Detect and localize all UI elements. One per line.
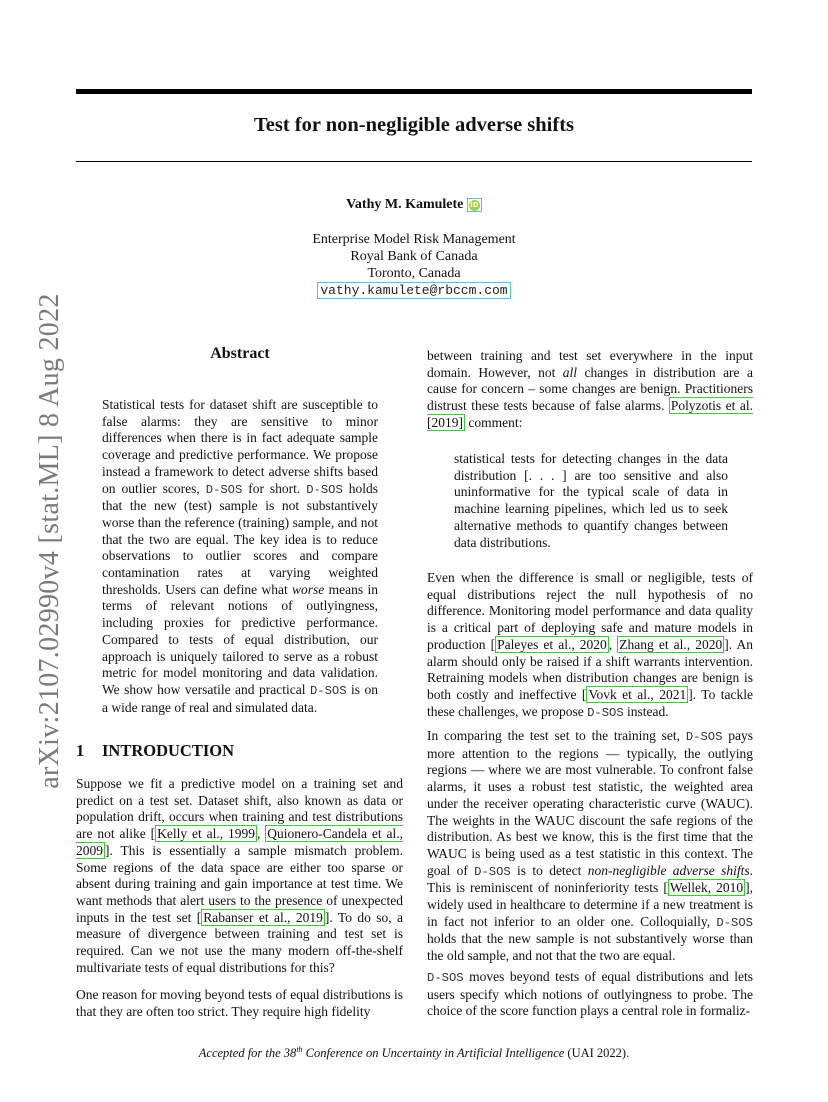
paragraph-text: . This is reminiscent of noninferiority tests [: [427, 862, 753, 896]
paragraph-text: ,: [608, 636, 618, 652]
footer-superscript: th: [296, 1045, 303, 1054]
section-title: INTRODUCTION: [102, 741, 235, 760]
author-name: Vathy M. Kamulete: [346, 197, 464, 212]
paragraph-text: holds that the new sample is not substantively worse than the old sample, and not that the two are equal.: [427, 931, 753, 964]
citation-link[interactable]: Quionero-Candela et al., 2009: [76, 826, 404, 858]
footer-text: Accepted for the 38: [198, 1046, 297, 1061]
right-paragraph-4: [427, 969, 753, 1020]
dsos-name: D-SOS: [685, 730, 723, 744]
citation-link[interactable]: Rabanser et al., 2019: [203, 909, 323, 925]
affiliation-organization: Royal Bank of Canada: [350, 249, 478, 264]
paragraph-text: is to detect: [510, 862, 588, 878]
footer-text: (UAI 2022).: [564, 1046, 630, 1061]
dsos-name: D-SOS: [205, 482, 243, 497]
paragraph-text: comment:: [465, 414, 523, 430]
right-paragraph-2: [427, 570, 753, 721]
citation-link[interactable]: Paleyes et al., 2020: [497, 636, 607, 652]
dsos-name: D-SOS: [474, 864, 511, 879]
citation-link[interactable]: Wellek, 2010: [669, 880, 744, 896]
paragraph-text: changes in distribution are a cause for concern – some changes are benign. Practitioners distrust these tests because of false alarms.: [427, 364, 753, 414]
abstract-text: [102, 397, 378, 716]
footer-text: Conference on Uncertainty in Artificial Intelligence: [302, 1046, 565, 1061]
abstract-text-part: means in terms of relevant notions of outlyingness, including proxies for predictive performance. Compared to tests of equal distribution, our approach is uniquely tailored to serve as a robust metric for model monitoring and data validation. We show how versatile and practical: [102, 581, 378, 697]
arxiv-identifier-text: arXiv:2107.02990v4 [stat.ML] 8 Aug 2022: [34, 293, 65, 789]
abstract-text-part: is on a wide range of real and simulated data.: [102, 681, 378, 715]
dsos-name: D-SOS: [309, 683, 347, 698]
paragraph-text: ], widely used in healthcare to determine if a new treatment is in fact not inferior to an older one. Colloquially,: [427, 880, 753, 929]
paragraph-text: pays more attention to the regions — typically, the outlying regions — where we are most vulnerable. To confront false alarms, it uses a robust test statistic, the weighted area under the receiver operating characteristic curve (WAUC). The weights in the WAUC discount the safe regions of the distribution. As best we know, this is the first time that the WAUC is being used as a test statistic in this context. The goal of: [427, 728, 753, 878]
citation-link[interactable]: Vovk et al., 2021: [588, 686, 687, 702]
conference-footer: [76, 1045, 752, 1061]
dsos-name: D-SOS: [427, 971, 464, 985]
affiliation-block: [76, 231, 752, 299]
citation-link[interactable]: Polyzotis et al. [2019]: [427, 398, 753, 430]
paragraph-text: ]. This is essentially a sample mismatch problem. Some regions of the data space are either too sparse or absent during training and gain importance at test time. We want methods that alert users to the presence of unexpected inputs in the test set [: [76, 842, 403, 925]
orcid-icon: iD: [470, 201, 479, 209]
intro-paragraph-2: One reason for moving beyond tests of equal distributions is that they are often too strict. They require high fidelity: [76, 987, 403, 1019]
emphasis-worse: worse: [292, 581, 325, 597]
title-top-rule: [76, 89, 752, 94]
citation-link[interactable]: Zhang et al., 2020: [619, 636, 723, 652]
right-paragraph-3: [427, 728, 753, 965]
author-line: [76, 197, 752, 213]
paragraph-text: Suppose we fit a predictive model on a training set and predict on a test set. Dataset shift, also known as data or population drift, occurs when training and test distributions are not alike [: [76, 776, 403, 842]
right-paragraph-1: [427, 348, 753, 432]
author-email-link[interactable]: vathy.kamulete@rbccm.com: [317, 282, 510, 299]
affiliation-department: Enterprise Model Risk Management: [312, 232, 516, 247]
dsos-name: D-SOS: [716, 915, 753, 930]
paragraph-text: ]. To do so, a measure of divergence between training and test set is required. Can we not use the many modern off-the-shelf multivariate tests of equal distributions for this?: [76, 909, 403, 975]
dsos-name: D-SOS: [306, 482, 343, 497]
intro-paragraph-1: [76, 776, 403, 976]
abstract-text-part: Statistical tests for dataset shift are susceptible to false alarms: they are sensitive to minor differences when there is in fact adequate sample coverage and predictive performance. We propose instead a framework to detect adverse shifts based on outlier scores,: [102, 397, 378, 496]
paragraph-text: Even when the difference is small or negligible, tests of equal distributions reject the null hypothesis of no difference. Monitoring model performance and data quality is a critical part of deploying safe and mature models in production [: [427, 570, 753, 652]
paragraph-text: instead.: [623, 703, 669, 719]
dsos-name: D-SOS: [587, 705, 624, 720]
citation-link[interactable]: Kelly et al., 1999: [157, 826, 256, 842]
paragraph-text: ]. To tackle these challenges, we propose: [427, 686, 754, 719]
abstract-text-part: for short.: [242, 480, 307, 496]
section-number: 1: [76, 741, 85, 760]
paragraph-text: ,: [257, 826, 266, 842]
block-quote: statistical tests for detecting changes in the data distribution [. . . ] are too sensitive and also uninformative for the typical scale of data in machine learning pipelines, which led us to seek alternative methods to quantify changes between data distributions.: [454, 451, 728, 550]
orcid-link[interactable]: [467, 198, 482, 212]
emphasis-all: all: [562, 364, 578, 380]
affiliation-location: Toronto, Canada: [367, 266, 461, 281]
paragraph-text: between training and test set everywhere in the input domain. However, not: [427, 348, 753, 380]
emphasis-non-negligible-adverse-shifts: non-negligible adverse shifts: [587, 862, 750, 878]
paragraph-text: ]. An alarm should only be raised if a shift warrants intervention. Retraining models when distribution changes are benign is both costly and ineffective [: [427, 636, 753, 702]
paper-title: Test for non-negligible adverse shifts: [253, 114, 575, 136]
title-bottom-rule: [76, 161, 752, 162]
paragraph-text: moves beyond tests of equal distributions and lets users specify which notions of outlyingness to probe. The choice of the score function plays a central role in formaliz-: [427, 969, 753, 1019]
paragraph-text: In comparing the test set to the training set,: [427, 728, 686, 743]
abstract-text-part: holds that the new (test) sample is not substantively worse than the reference (training) sample, and not that the two are equal. The key idea is to reduce observations to outlier scores and compare contamination rates at varying weighted thresholds. Users can define what: [102, 480, 378, 597]
section-heading-introduction: [76, 741, 234, 761]
abstract-heading: Abstract: [210, 345, 270, 362]
